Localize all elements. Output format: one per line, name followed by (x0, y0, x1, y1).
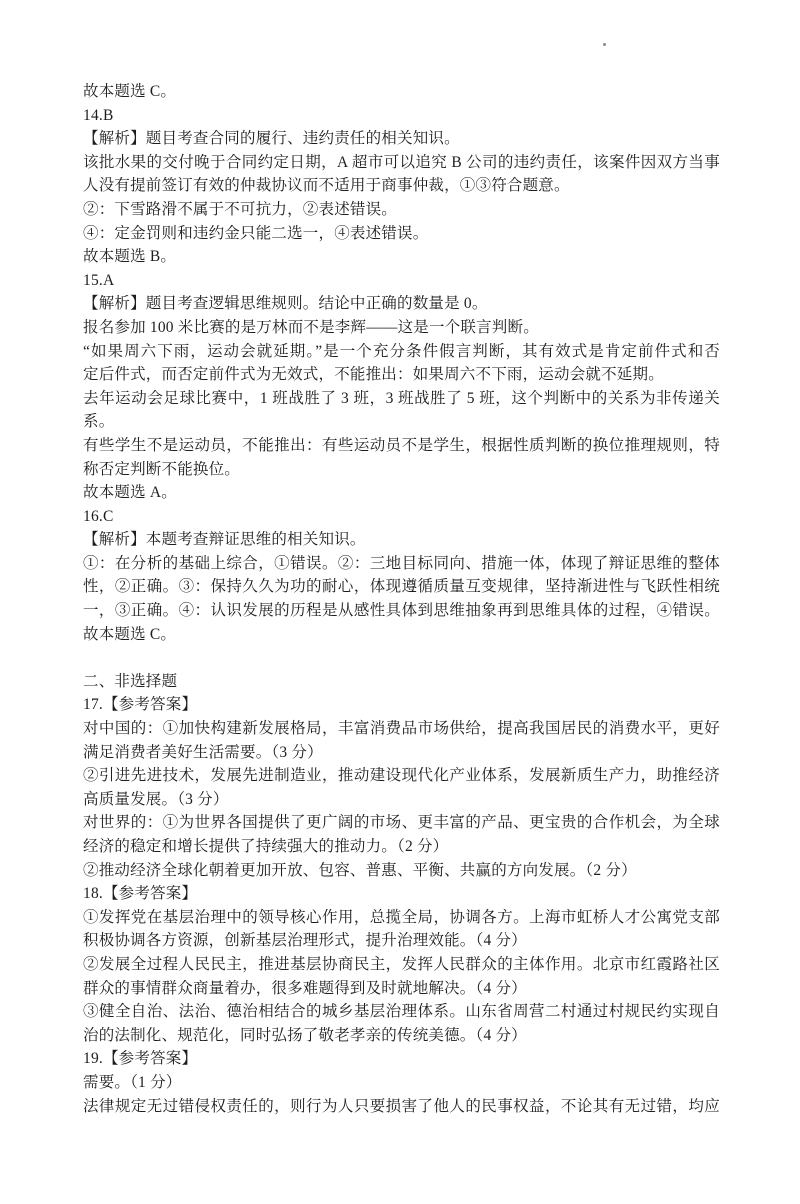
text-line: 15.A (83, 271, 115, 289)
text-line: 治的法制化、规范化，同时弘扬了敬老孝亲的传统美德。（4 分） (83, 1026, 527, 1044)
text-line: 性，②正确。③：保持久久为功的耐心，体现遵循质量互变规律，坚持渐进性与飞跃性相统 (83, 578, 720, 596)
text-line: 对中国的：①加快构建新发展格局，丰富消费品市场供给，提高我国居民的消费水平，更好 (83, 720, 720, 738)
text-line: 该批水果的交付晚于合同约定日期，A 超市可以追究 B 公司的违约责任，该案件因双方当事 (83, 153, 720, 171)
text-line: 16.C (83, 507, 114, 525)
text-line: 群众的事情群众商量着办，很多难题得到及时就地解决。（4 分） (83, 979, 527, 997)
text-line: 满足消费者美好生活需要。（3 分） (83, 743, 323, 761)
scan-artifact-dot (603, 43, 606, 46)
text-line: 【解析】题目考查逻辑思维规则。结论中正确的数量是 0。 (83, 295, 488, 313)
text-line: 积极协调各方资源，创新基层治理形式，提升治理效能。（4 分） (83, 932, 527, 950)
text-line: 人没有提前签订有效的仲裁协议而不适用于商事仲裁，①③符合题意。 (83, 177, 570, 195)
text-line: 故本题选 C。 (83, 83, 177, 100)
text-line: ③健全自治、法治、德治相结合的城乡基层治理体系。山东省周营二村通过村规民约实现自 (83, 1003, 720, 1021)
text-line: ②引进先进技术，发展先进制造业，推动建设现代化产业体系，发展新质生产力，助推经济 (83, 767, 720, 785)
text-line: ④：定金罚则和违约金只能二选一，④表述错误。 (83, 224, 429, 242)
text-line: 二、非选择题 (83, 672, 178, 690)
text-line: ①发挥党在基层治理中的领导核心作用，总揽全局，协调各方。上海市虹桥人才公寓党支部 (83, 908, 720, 926)
text-line: ②：下雪路滑不属于不可抗力，②表述错误。 (83, 200, 398, 218)
text-line: 故本题选 C。 (83, 625, 177, 643)
text-line: 法律规定无过错侵权责任的，则行为人只要损害了他人的民事权益，不论其有无过错，均应 (83, 1097, 720, 1115)
text-line: 经济的稳定和增长提供了持续强大的推动力。（2 分） (83, 838, 449, 855)
text-line: 18.【参考答案】 (83, 885, 198, 903)
text-line: 需要。（1 分） (83, 1073, 182, 1091)
text-line: ①：在分析的基础上综合，①错误。②：三地目标同向、措施一体，体现了辩证思维的整体 (83, 554, 720, 572)
text-line: 定后件式，而否定前件式为无效式，不能推出：如果周六不下雨，运动会就不延期。 (83, 366, 664, 384)
text-line: “如果周六下雨，运动会就延期。”是一个充分条件假言判断，其有效式是肯定前件式和否 (83, 342, 720, 360)
text-line: 有些学生不是运动员，不能推出：有些运动员不是学生，根据性质判断的换位推理规则，特 (83, 436, 720, 454)
text-line: 【解析】本题考查辩证思维的相关知识。 (83, 531, 366, 549)
text-line: 【解析】题目考查合同的履行、违约责任的相关知识。 (83, 130, 460, 148)
text-line: 高质量发展。（3 分） (83, 790, 229, 808)
text-line: 19.【参考答案】 (83, 1050, 198, 1068)
text-line: 去年运动会足球比赛中，1 班战胜了 3 班，3 班战胜了 5 班，这个判断中的关系为非传递关 (83, 389, 720, 407)
text-line: 称否定判断不能换位。 (83, 460, 241, 478)
document-content (83, 80, 720, 1118)
text-line: 故本题选 A。 (83, 484, 177, 502)
text-line: ②发展全过程人民民主，推进基层协商民主，发挥人民群众的主体作用。北京市红霞路社区 (83, 955, 720, 973)
text-line: 报名参加 100 米比赛的是万林而不是李辉——这是一个联言判断。 (83, 318, 539, 336)
text-line: 一，③正确。④：认识发展的历程是从感性具体到思维抽象再到思维具体的过程，④错误。 (83, 602, 720, 620)
text-line: 系。 (83, 413, 115, 431)
text-line: ②推动经济全球化朝着更加开放、包容、普惠、平衡、共赢的方向发展。（2 分） (83, 861, 637, 879)
text-line: 对世界的：①为世界各国提供了更广阔的市场、更丰富的产品、更宝贵的合作机会，为全球 (83, 814, 720, 832)
text-line: 故本题选 B。 (83, 248, 177, 266)
blank-line (83, 646, 720, 670)
text-line: 17.【参考答案】 (83, 696, 198, 714)
text-line: 14.B (83, 106, 114, 124)
